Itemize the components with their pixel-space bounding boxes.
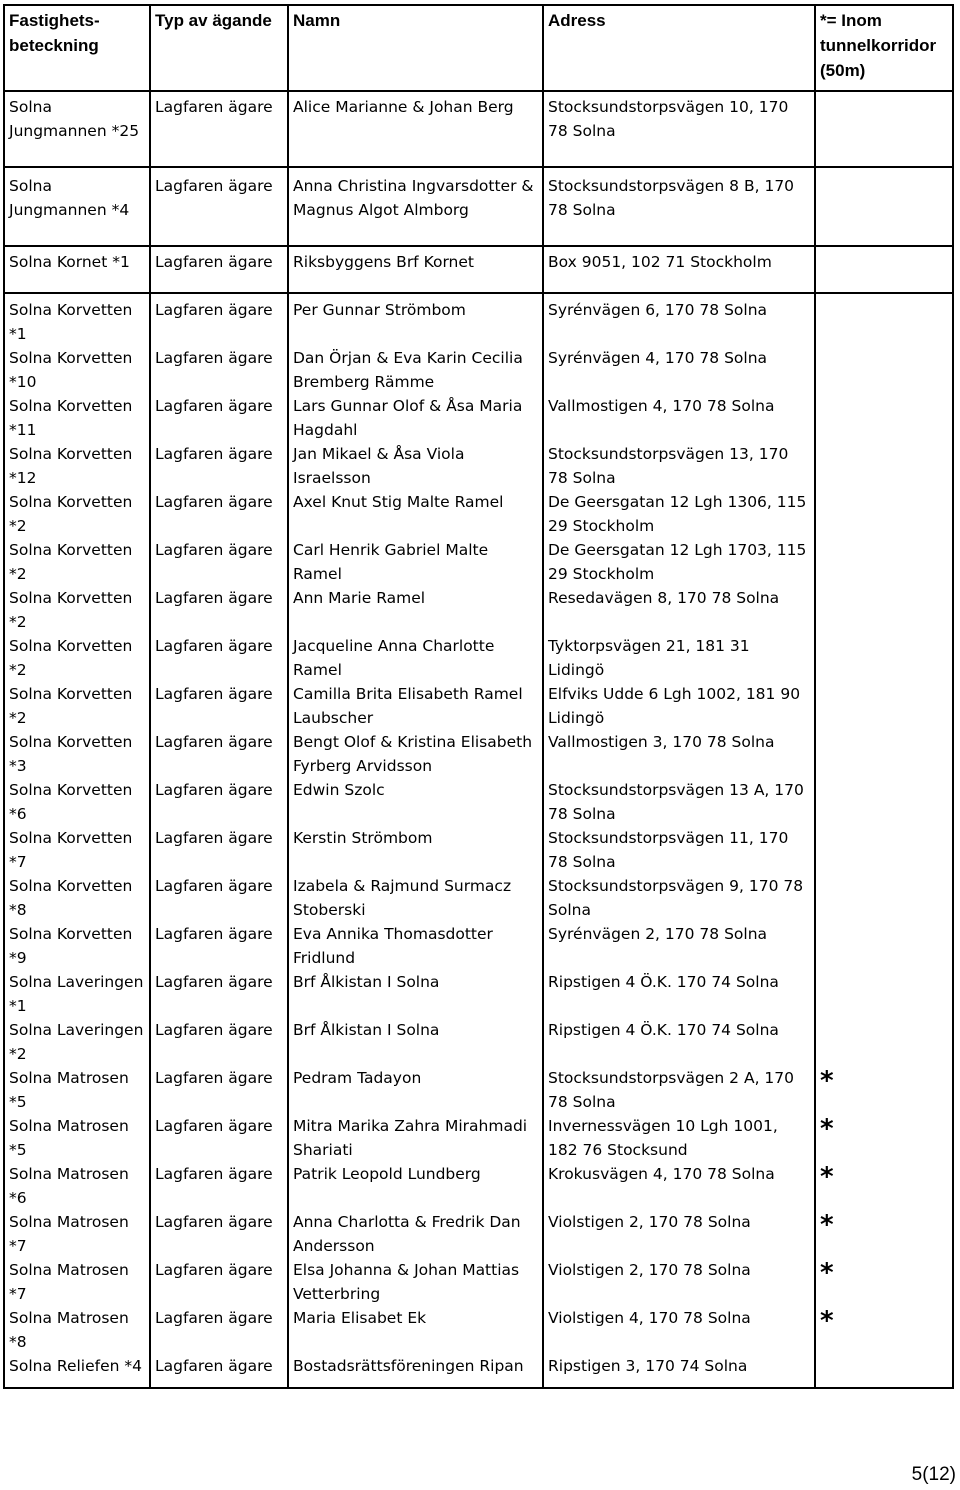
header-property: Fastighets-beteckning xyxy=(4,5,150,91)
table-row xyxy=(4,634,953,682)
cell-name: Jacqueline Anna Charlotte Ramel xyxy=(288,634,543,682)
cell-tunnel: * xyxy=(815,1066,953,1114)
cell-address: Invernessvägen 10 Lgh 1001, 182 76 Stocksund xyxy=(543,1114,815,1162)
cell-tunnel xyxy=(815,91,953,167)
cell-tunnel xyxy=(815,246,953,293)
cell-name: Alice Marianne & Johan Berg xyxy=(288,91,543,167)
cell-tunnel xyxy=(815,538,953,586)
cell-name: Anna Charlotta & Fredrik Dan Andersson xyxy=(288,1210,543,1258)
table-row xyxy=(4,442,953,490)
cell-address: Stocksundstorpsvägen 13 A, 170 78 Solna xyxy=(543,778,815,826)
cell-ownership: Lagfaren ägare xyxy=(150,538,288,586)
cell-address: Stocksundstorpsvägen 8 B, 170 78 Solna xyxy=(543,167,815,246)
table-row xyxy=(4,1354,953,1388)
cell-name: Eva Annika Thomasdotter Fridlund xyxy=(288,922,543,970)
cell-tunnel: * xyxy=(815,1114,953,1162)
cell-address: Stocksundstorpsvägen 13, 170 78 Solna xyxy=(543,442,815,490)
cell-property: Solna Matrosen *7 xyxy=(4,1210,150,1258)
cell-tunnel xyxy=(815,970,953,1018)
cell-property: Solna Jungmannen *25 xyxy=(4,91,150,167)
cell-ownership: Lagfaren ägare xyxy=(150,922,288,970)
cell-tunnel xyxy=(815,490,953,538)
cell-name: Kerstin Strömbom xyxy=(288,826,543,874)
cell-property: Solna Korvetten *2 xyxy=(4,490,150,538)
cell-ownership: Lagfaren ägare xyxy=(150,1210,288,1258)
cell-name: Edwin Szolc xyxy=(288,778,543,826)
cell-property: Solna Korvetten *12 xyxy=(4,442,150,490)
cell-ownership: Lagfaren ägare xyxy=(150,682,288,730)
table-row xyxy=(4,1210,953,1258)
table-row xyxy=(4,730,953,778)
cell-ownership: Lagfaren ägare xyxy=(150,490,288,538)
table-row xyxy=(4,91,953,167)
table-row xyxy=(4,682,953,730)
cell-address: Box 9051, 102 71 Stockholm xyxy=(543,246,815,293)
page-number: 5(12) xyxy=(911,1464,956,1485)
cell-name: Jan Mikael & Åsa Viola Israelsson xyxy=(288,442,543,490)
cell-name: Lars Gunnar Olof & Åsa Maria Hagdahl xyxy=(288,394,543,442)
cell-address: Stocksundstorpsvägen 11, 170 78 Solna xyxy=(543,826,815,874)
cell-ownership: Lagfaren ägare xyxy=(150,442,288,490)
cell-name: Per Gunnar Strömbom xyxy=(288,293,543,346)
cell-name: Maria Elisabet Ek xyxy=(288,1306,543,1354)
cell-property: Solna Korvetten *2 xyxy=(4,538,150,586)
table-row xyxy=(4,394,953,442)
cell-name: Brf Ålkistan I Solna xyxy=(288,970,543,1018)
cell-name: Camilla Brita Elisabeth Ramel Laubscher xyxy=(288,682,543,730)
cell-address: Violstigen 2, 170 78 Solna xyxy=(543,1210,815,1258)
cell-address: Stocksundstorpsvägen 2 A, 170 78 Solna xyxy=(543,1066,815,1114)
cell-property: Solna Matrosen *8 xyxy=(4,1306,150,1354)
table-row xyxy=(4,346,953,394)
cell-property: Solna Korvetten *9 xyxy=(4,922,150,970)
cell-name: Elsa Johanna & Johan Mattias Vetterbring xyxy=(288,1258,543,1306)
cell-tunnel xyxy=(815,586,953,634)
table-row xyxy=(4,1162,953,1210)
cell-property: Solna Korvetten *7 xyxy=(4,826,150,874)
cell-tunnel: * xyxy=(815,1162,953,1210)
header-tunnel: *= Inom tunnelkorridor (50m) xyxy=(815,5,953,91)
cell-ownership: Lagfaren ägare xyxy=(150,167,288,246)
cell-ownership: Lagfaren ägare xyxy=(150,634,288,682)
cell-address: Syrénvägen 4, 170 78 Solna xyxy=(543,346,815,394)
table-row xyxy=(4,490,953,538)
cell-ownership: Lagfaren ägare xyxy=(150,1306,288,1354)
cell-property: Solna Korvetten *11 xyxy=(4,394,150,442)
table-row xyxy=(4,293,953,346)
header-address: Adress xyxy=(543,5,815,91)
cell-address: Vallmostigen 4, 170 78 Solna xyxy=(543,394,815,442)
cell-tunnel xyxy=(815,634,953,682)
table-row xyxy=(4,1258,953,1306)
cell-name: Bengt Olof & Kristina Elisabeth Fyrberg Arvidsson xyxy=(288,730,543,778)
cell-name: Ann Marie Ramel xyxy=(288,586,543,634)
cell-property: Solna Korvetten *6 xyxy=(4,778,150,826)
table-row xyxy=(4,970,953,1018)
table-row xyxy=(4,1018,953,1066)
cell-ownership: Lagfaren ägare xyxy=(150,586,288,634)
cell-property: Solna Laveringen *2 xyxy=(4,1018,150,1066)
cell-tunnel xyxy=(815,874,953,922)
cell-ownership: Lagfaren ägare xyxy=(150,293,288,346)
cell-ownership: Lagfaren ägare xyxy=(150,1354,288,1388)
cell-property: Solna Korvetten *2 xyxy=(4,634,150,682)
owners-table xyxy=(3,4,954,1389)
cell-property: Solna Kornet *1 xyxy=(4,246,150,293)
table-row xyxy=(4,826,953,874)
cell-address: Violstigen 2, 170 78 Solna xyxy=(543,1258,815,1306)
table-row xyxy=(4,1066,953,1114)
cell-address: Elfviks Udde 6 Lgh 1002, 181 90 Lidingö xyxy=(543,682,815,730)
cell-name: Axel Knut Stig Malte Ramel xyxy=(288,490,543,538)
cell-property: Solna Korvetten *10 xyxy=(4,346,150,394)
cell-address: Stocksundstorpsvägen 10, 170 78 Solna xyxy=(543,91,815,167)
cell-tunnel xyxy=(815,826,953,874)
header-row xyxy=(4,5,953,91)
cell-tunnel xyxy=(815,293,953,346)
cell-address: Vallmostigen 3, 170 78 Solna xyxy=(543,730,815,778)
cell-name: Riksbyggens Brf Kornet xyxy=(288,246,543,293)
cell-address: De Geersgatan 12 Lgh 1306, 115 29 Stockholm xyxy=(543,490,815,538)
cell-name: Carl Henrik Gabriel Malte Ramel xyxy=(288,538,543,586)
cell-ownership: Lagfaren ägare xyxy=(150,246,288,293)
cell-name: Brf Ålkistan I Solna xyxy=(288,1018,543,1066)
cell-tunnel xyxy=(815,730,953,778)
table-row xyxy=(4,167,953,246)
cell-ownership: Lagfaren ägare xyxy=(150,874,288,922)
cell-property: Solna Reliefen *4 xyxy=(4,1354,150,1388)
cell-ownership: Lagfaren ägare xyxy=(150,970,288,1018)
table-body xyxy=(4,91,953,1388)
cell-address: Krokusvägen 4, 170 78 Solna xyxy=(543,1162,815,1210)
cell-address: Ripstigen 4 Ö.K. 170 74 Solna xyxy=(543,1018,815,1066)
cell-property: Solna Korvetten *3 xyxy=(4,730,150,778)
cell-ownership: Lagfaren ägare xyxy=(150,1162,288,1210)
cell-tunnel: * xyxy=(815,1258,953,1306)
cell-tunnel xyxy=(815,346,953,394)
table-row xyxy=(4,778,953,826)
table-row xyxy=(4,1114,953,1162)
cell-address: Stocksundstorpsvägen 9, 170 78 Solna xyxy=(543,874,815,922)
cell-address: Syrénvägen 6, 170 78 Solna xyxy=(543,293,815,346)
cell-tunnel xyxy=(815,1354,953,1388)
cell-tunnel xyxy=(815,442,953,490)
cell-ownership: Lagfaren ägare xyxy=(150,826,288,874)
header-ownership: Typ av ägande xyxy=(150,5,288,91)
cell-property: Solna Matrosen *5 xyxy=(4,1066,150,1114)
cell-property: Solna Laveringen *1 xyxy=(4,970,150,1018)
cell-ownership: Lagfaren ägare xyxy=(150,1258,288,1306)
cell-ownership: Lagfaren ägare xyxy=(150,394,288,442)
cell-name: Patrik Leopold Lundberg xyxy=(288,1162,543,1210)
cell-ownership: Lagfaren ägare xyxy=(150,778,288,826)
cell-ownership: Lagfaren ägare xyxy=(150,346,288,394)
cell-name: Izabela & Rajmund Surmacz Stoberski xyxy=(288,874,543,922)
cell-property: Solna Korvetten *8 xyxy=(4,874,150,922)
cell-tunnel xyxy=(815,922,953,970)
cell-name: Anna Christina Ingvarsdotter & Magnus Algot Almborg xyxy=(288,167,543,246)
cell-ownership: Lagfaren ägare xyxy=(150,730,288,778)
cell-property: Solna Matrosen *7 xyxy=(4,1258,150,1306)
cell-tunnel: * xyxy=(815,1210,953,1258)
cell-property: Solna Matrosen *5 xyxy=(4,1114,150,1162)
cell-ownership: Lagfaren ägare xyxy=(150,1114,288,1162)
cell-property: Solna Korvetten *2 xyxy=(4,586,150,634)
table-row xyxy=(4,246,953,293)
cell-tunnel xyxy=(815,167,953,246)
cell-tunnel xyxy=(815,778,953,826)
cell-address: De Geersgatan 12 Lgh 1703, 115 29 Stockholm xyxy=(543,538,815,586)
cell-ownership: Lagfaren ägare xyxy=(150,1066,288,1114)
table-header xyxy=(4,5,953,91)
cell-address: Ripstigen 3, 170 74 Solna xyxy=(543,1354,815,1388)
cell-property: Solna Korvetten *1 xyxy=(4,293,150,346)
table-row xyxy=(4,1306,953,1354)
table-row xyxy=(4,538,953,586)
cell-tunnel: * xyxy=(815,1306,953,1354)
cell-tunnel xyxy=(815,682,953,730)
table-row xyxy=(4,922,953,970)
cell-property: Solna Korvetten *2 xyxy=(4,682,150,730)
header-name: Namn xyxy=(288,5,543,91)
cell-ownership: Lagfaren ägare xyxy=(150,1018,288,1066)
table-row xyxy=(4,586,953,634)
table-row xyxy=(4,874,953,922)
cell-address: Tyktorpsvägen 21, 181 31 Lidingö xyxy=(543,634,815,682)
cell-property: Solna Matrosen *6 xyxy=(4,1162,150,1210)
cell-property: Solna Jungmannen *4 xyxy=(4,167,150,246)
cell-address: Resedavägen 8, 170 78 Solna xyxy=(543,586,815,634)
cell-ownership: Lagfaren ägare xyxy=(150,91,288,167)
cell-address: Ripstigen 4 Ö.K. 170 74 Solna xyxy=(543,970,815,1018)
cell-name: Pedram Tadayon xyxy=(288,1066,543,1114)
cell-name: Bostadsrättsföreningen Ripan xyxy=(288,1354,543,1388)
cell-tunnel xyxy=(815,1018,953,1066)
cell-name: Dan Örjan & Eva Karin Cecilia Bremberg Rämme xyxy=(288,346,543,394)
cell-name: Mitra Marika Zahra Mirahmadi Shariati xyxy=(288,1114,543,1162)
cell-address: Violstigen 4, 170 78 Solna xyxy=(543,1306,815,1354)
cell-tunnel xyxy=(815,394,953,442)
cell-address: Syrénvägen 2, 170 78 Solna xyxy=(543,922,815,970)
